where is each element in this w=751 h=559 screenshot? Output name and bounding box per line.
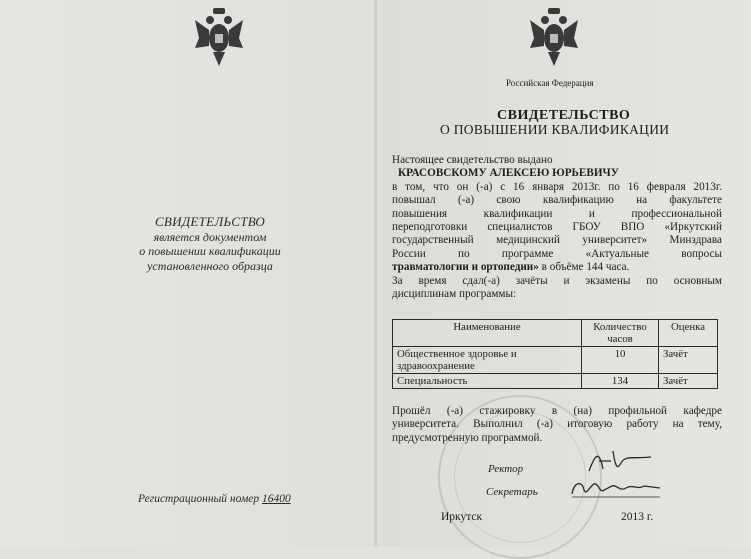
certificate-body bbox=[392, 154, 722, 301]
column-header: Оценка bbox=[659, 320, 718, 347]
coat-of-arms-emblem bbox=[195, 8, 243, 66]
recipient-name: КРАСОВСКОМУ АЛЕКСЕЮ ЮРЬЕВИЧУ bbox=[398, 167, 619, 180]
issued-intro: Настоящее свидетельство выдано bbox=[392, 154, 553, 166]
city: Иркутск bbox=[441, 511, 483, 523]
page-fold bbox=[374, 0, 377, 547]
discipline-hours: 134 bbox=[582, 374, 659, 389]
internship-line: Прошёл (-а) стажировку в (на) профильной кафедре bbox=[392, 405, 722, 417]
program-hours: в объёме 144 часа. bbox=[538, 261, 630, 274]
registration-line bbox=[138, 493, 291, 505]
paragraph-line: переподготовки специалистов ГБОУ ВПО «Иркутский bbox=[392, 221, 722, 234]
coat-of-arms-emblem bbox=[530, 8, 578, 66]
table-row bbox=[393, 347, 718, 374]
secretary-label: Секретарь bbox=[486, 486, 538, 498]
issue-year: 2013 г. bbox=[621, 511, 654, 523]
rector-label: Ректор bbox=[488, 463, 524, 475]
discipline-grade: Зачёт bbox=[659, 374, 718, 389]
registration-number: 16400 bbox=[262, 493, 291, 505]
program-name: травматологии и ортопедии» bbox=[392, 261, 539, 274]
statement-line: установленного образца bbox=[147, 258, 273, 273]
left-page bbox=[0, 0, 376, 547]
paragraph-line: в том, что он (-а) с 16 января 2013г. по 16 февраля 2013г. bbox=[392, 180, 722, 193]
internship-line: университета. Выполнил (-а) итоговую работу на тему, bbox=[392, 418, 722, 431]
registration-label: Регистрационный номер bbox=[138, 493, 260, 505]
discipline-name: Специальность bbox=[393, 374, 582, 389]
discipline-name: Общественное здоровье и здравоохранение bbox=[393, 347, 582, 374]
internship-line: предусмотренную программой. bbox=[392, 431, 543, 444]
discipline-grade: Зачёт bbox=[659, 347, 718, 374]
paragraph-line bbox=[392, 261, 722, 274]
rector-signature bbox=[585, 445, 655, 475]
paragraph-line: государственный медицинский университет» Минздрава bbox=[392, 234, 722, 247]
statement-line: СВИДЕТЕЛЬСТВО bbox=[154, 214, 266, 229]
certificate-subtitle: О ПОВЫШЕНИИ КВАЛИФИКАЦИИ bbox=[440, 122, 670, 137]
paragraph-line: повышал (-а) свою квалификацию на факультете bbox=[392, 194, 722, 207]
paragraph-line: повышения квалификации и профессиональной bbox=[392, 207, 722, 220]
internship-text bbox=[392, 405, 722, 445]
column-header: Количество часов bbox=[582, 320, 659, 347]
table-header-row bbox=[393, 320, 718, 347]
exams-line: За время сдал(-а) зачёты и экзамены по основным bbox=[392, 274, 722, 287]
exams-line: дисциплинам программы: bbox=[392, 288, 517, 301]
disciplines-table bbox=[392, 319, 718, 389]
paragraph-line: России по программе «Актуальные вопросы bbox=[392, 247, 722, 260]
column-header: Наименование bbox=[393, 320, 582, 347]
country-name: Российская Федерация bbox=[506, 78, 594, 88]
table-row bbox=[393, 374, 718, 389]
certificate-statement bbox=[120, 215, 300, 273]
secretary-signature bbox=[568, 476, 663, 500]
certificate-title: СВИДЕТЕЛЬСТВО bbox=[497, 108, 631, 123]
statement-line: о повышении квалификации bbox=[139, 244, 281, 258]
statement-line: является документом bbox=[153, 229, 267, 244]
discipline-hours: 10 bbox=[582, 347, 659, 374]
